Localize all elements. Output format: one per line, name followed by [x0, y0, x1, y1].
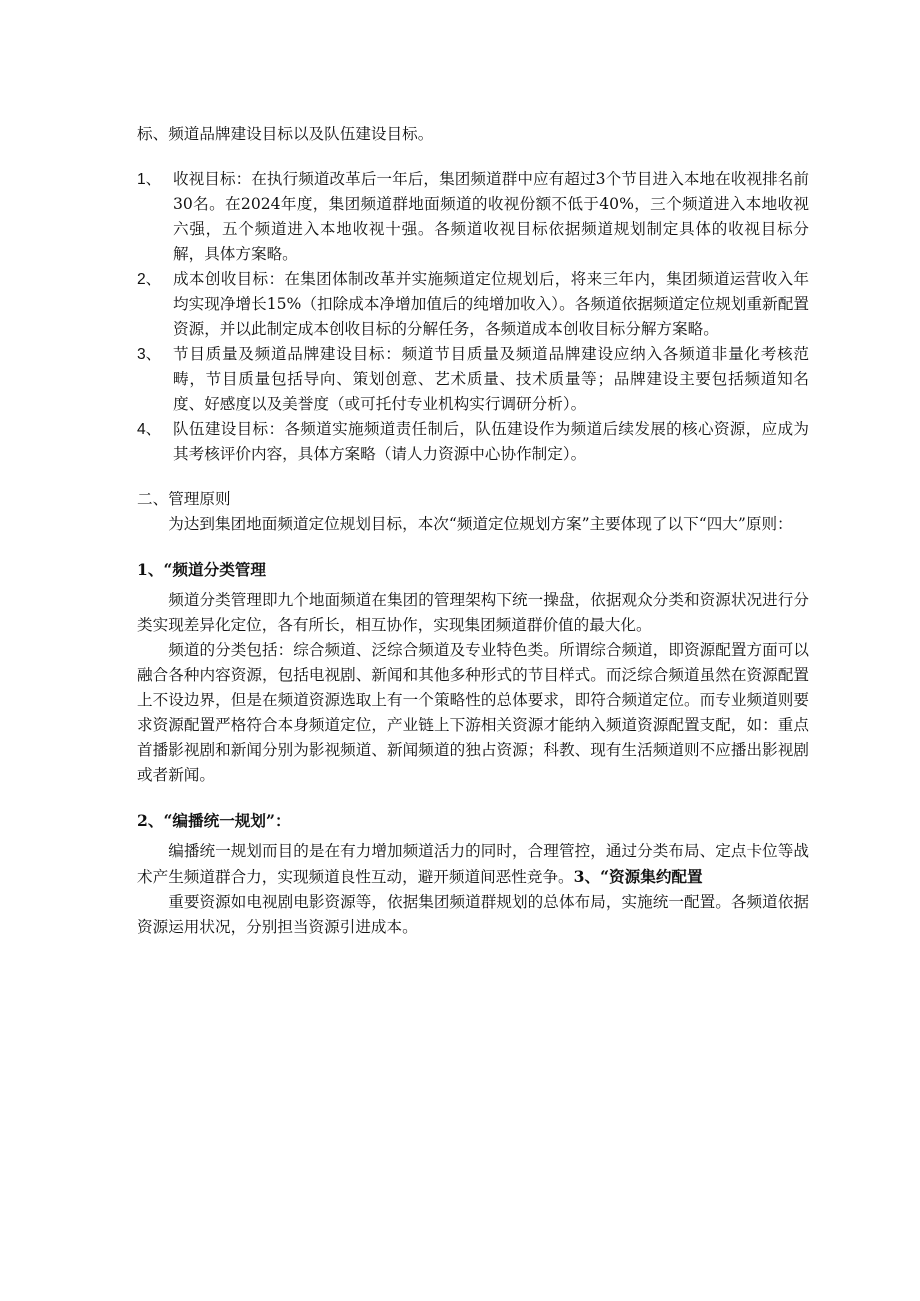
list-item-number: 3、 [137, 346, 162, 363]
list-item-number: 2、 [137, 271, 162, 288]
document-body [137, 122, 809, 940]
list-item [137, 267, 809, 342]
paragraph-text: 编播统一规划而目的是在有力增加频道活力的同时，合理管控，通过分类布局、定点卡位等战术产生频道群合力，实现频道良性互动，避开频道间恶性竞争。 [137, 842, 809, 886]
principle-heading: 1、“频道分类管理 [137, 560, 266, 579]
spacer [137, 467, 809, 487]
spacer [137, 147, 809, 167]
list-item-number: 1、 [137, 171, 162, 188]
list-item-number: 4、 [137, 421, 162, 438]
inline-principle-heading: 3、“资源集约配置 [573, 867, 703, 886]
list-item-text: 节目质量及频道品牌建设目标：频道节目质量及频道品牌建设应纳入各频道非量化考核范畴，节目质量包括导向、策划创意、艺术质量、技术质量等；品牌建设主要包括频道知名度、好感度以及美誉度（或可托付专业机构实行调研分析）。 [173, 345, 809, 413]
spacer [137, 788, 809, 808]
list-item [137, 167, 809, 267]
principle-heading: 2、“编播统一规划”： [137, 811, 291, 830]
list-item [137, 417, 809, 467]
paragraph [137, 839, 809, 890]
list-item [137, 342, 809, 417]
paragraph: 频道的分类包括：综合频道、泛综合频道及专业特色类。所谓综合频道，即资源配置方面可以融合各种内容资源，包括电视剧、新闻和其他多种形式的节目样式。而泛综合频道虽然在资源配置上不设边界，但是在频道资源选取上有一个策略性的总体要求，即符合频道定位。而专业频道则要求资源配置严格符合本身频道定位，产业链上下游相关资源才能纳入频道资源配置支配，如：重点首播影视剧和新闻分别为影视频道、新闻频道的独占资源；科教、现有生活频道则不应播出影视剧或者新闻。 [137, 641, 809, 784]
paragraph: 频道分类管理即九个地面频道在集团的管理架构下统一操盘，依据观众分类和资源状况进行分类实现差异化定位，各有所长，相互协作，实现集团频道群价值的最大化。 [137, 591, 809, 634]
section-heading: 二、管理原则 [137, 490, 231, 508]
list-item-text: 队伍建设目标：各频道实施频道责任制后，队伍建设作为频道后续发展的核心资源，应成为其考核评价内容，具体方案略（请人力资源中心协作制定）。 [173, 420, 809, 463]
intro-line: 标、频道品牌建设目标以及队伍建设目标。 [137, 125, 434, 143]
list-item-text: 收视目标：在执行频道改革后一年后，集团频道群中应有超过3个节目进入本地在收视排名前30名。在2024年度，集团频道群地面频道的收视份额不低于40%，三个频道进入本地收视六强，五个频道进入本地收视十强。各频道收视目标依据频道规划制定具体的收视目标分解，具体方案略。 [173, 170, 809, 263]
targets-list [137, 167, 809, 467]
list-item-text: 成本创收目标：在集团体制改革并实施频道定位规划后，将来三年内，集团频道运营收入年均实现净增长15%（扣除成本净增加值后的纯增加收入）。各频道依据频道定位规划重新配置资源，并以此制定成本创收目标的分解任务，各频道成本创收目标分解方案略。 [173, 270, 809, 338]
paragraph: 重要资源如电视剧电影资源等，依据集团频道群规划的总体布局，实施统一配置。各频道依据资源运用状况，分别担当资源引进成本。 [137, 893, 809, 936]
spacer [137, 537, 809, 557]
section-intro: 为达到集团地面频道定位规划目标，本次“频道定位规划方案”主要体现了以下“四大”原则： [168, 515, 793, 533]
